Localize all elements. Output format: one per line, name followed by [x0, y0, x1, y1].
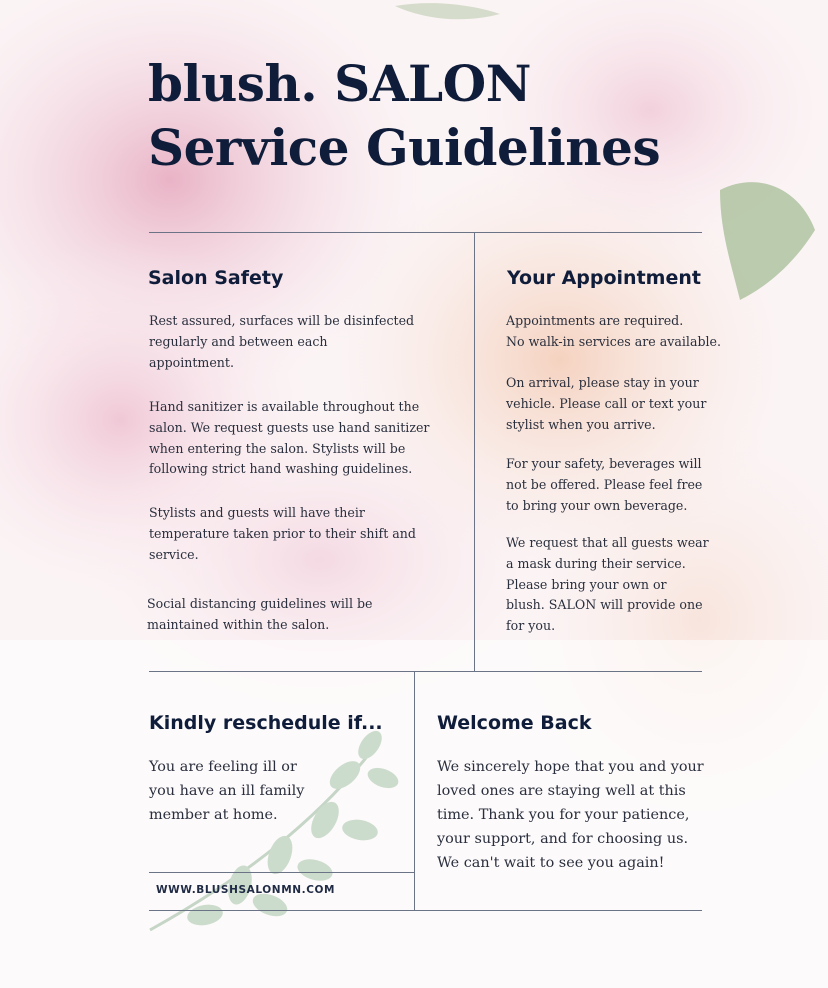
appointment-paragraph-beverages: For your safety, beverages will not be offered. Please feel free to bring your own beverage. [506, 456, 703, 513]
safety-paragraph-sanitizer: Hand sanitizer is available throughout the salon. We request guests use hand sanitizer when entering the salon. Stylists will be following strict hand washing guidelines. [149, 399, 430, 477]
reschedule-text: You are feeling ill or you have an ill family member at home. [149, 759, 305, 823]
top-divider [149, 232, 702, 233]
welcome-back-heading: Welcome Back [437, 712, 592, 734]
bottom-divider [149, 910, 702, 911]
appointment-paragraph-arrival: On arrival, please stay in your vehicle. Please call or text your stylist when you arrive. [506, 375, 707, 432]
appointment-paragraph-required: Appointments are required. No walk-in services are available. [506, 313, 722, 349]
safety-paragraph-disinfect: Rest assured, surfaces will be disinfected regularly and between each appointment. [149, 313, 415, 370]
title-line-guidelines: Service Guidelines [148, 118, 661, 177]
reschedule-heading: Kindly reschedule if... [149, 712, 383, 734]
website-top-divider [149, 872, 414, 873]
appointment-paragraph-mask: We request that all guests wear a mask during their service. Please bring your own or blush. SALON will provide one for you. [506, 535, 709, 634]
middle-divider [149, 671, 702, 672]
safety-paragraph-temperature: Stylists and guests will have their temperature taken prior to their shift and service. [149, 505, 416, 562]
flyer-title [148, 52, 660, 180]
welcome-back-text: We sincerely hope that you and your loved ones are staying well at this time. Thank you for your patience, your support, and for choosing us. We can't wait to see you again! [437, 759, 704, 871]
safety-paragraph-distancing: Social distancing guidelines will be maintained within the salon. [147, 596, 373, 632]
your-appointment-heading: Your Appointment [507, 267, 701, 289]
salon-safety-heading: Salon Safety [148, 267, 284, 289]
center-vertical-divider [474, 232, 475, 672]
title-line-brand: blush. SALON [148, 54, 531, 113]
website-url: WWW.BLUSHSALONMN.COM [156, 884, 336, 896]
lower-vertical-divider [414, 671, 415, 911]
